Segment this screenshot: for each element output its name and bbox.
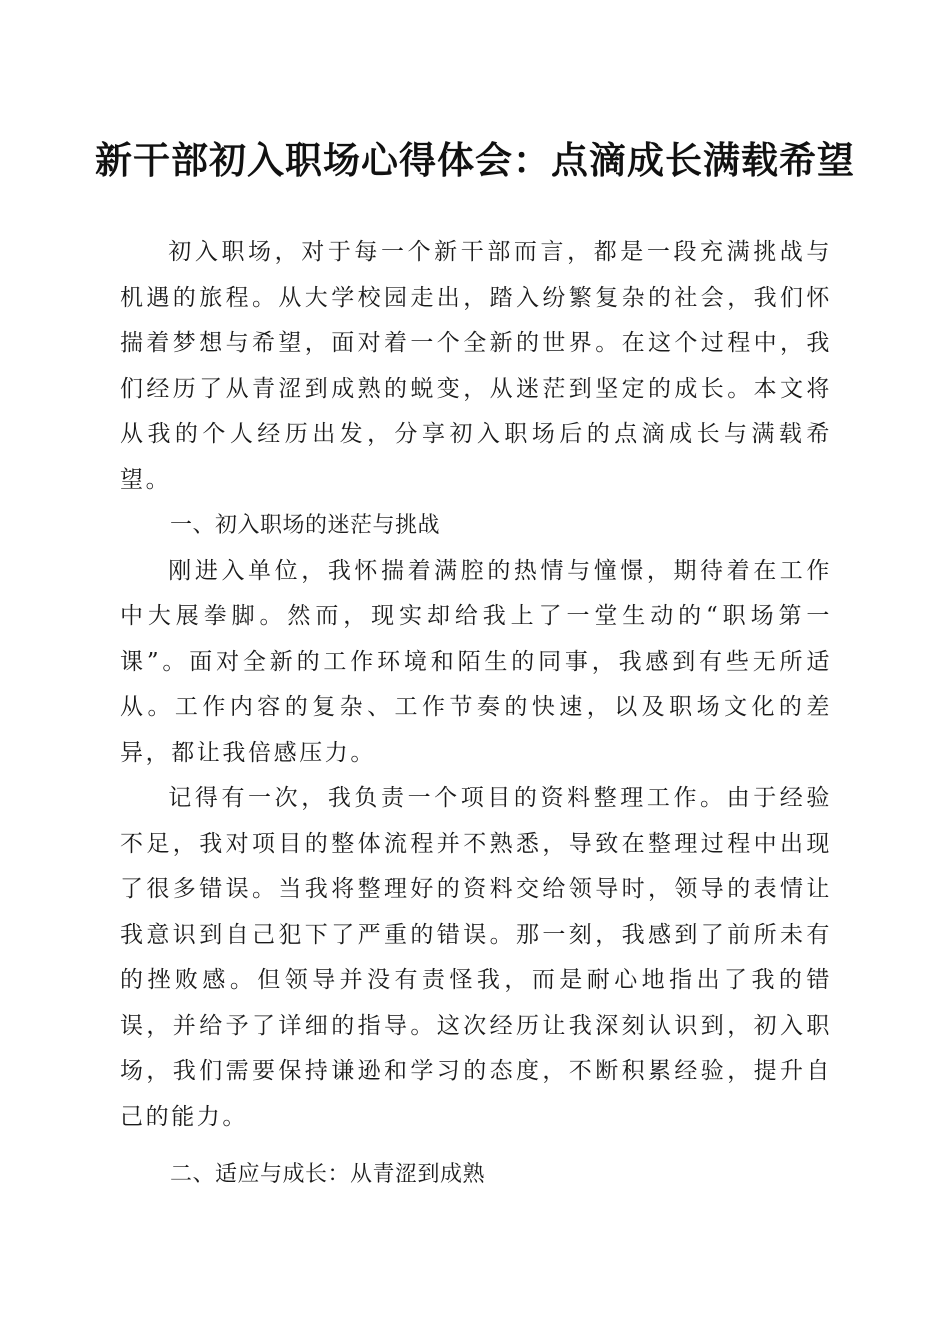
document-body	[120, 230, 832, 1198]
section-heading-2: 二、适应与成长：从青涩到成熟	[170, 1162, 486, 1187]
section1-paragraph-2: 记得有一次，我负责一个项目的资料整理工作。由于经验不足，我对项目的整体流程并不熟悉，导致在整理过程中出现了很多错误。当我将整理好的资料交给领导时，领导的表情让我意识到自己犯下了严重的错误。那一刻，我感到了前所未有的挫败感。但领导并没有责怪我，而是耐心地指出了我的错误，并给予了详细的指导。这次经历让我深刻认识到，初入职场，我们需要保持谦逊和学习的态度，不断积累经验，提升自己的能力。	[120, 785, 832, 1130]
intro-paragraph: 初入职场，对于每一个新干部而言，都是一段充满挑战与机遇的旅程。从大学校园走出，踏入纷繁复杂的社会，我们怀揣着梦想与希望，面对着一个全新的世界。在这个过程中，我们经历了从青涩到成熟的蜕变，从迷茫到坚定的成长。本文将从我的个人经历出发，分享初入职场后的点滴成长与满载希望。	[120, 239, 832, 493]
document-title: 新干部初入职场心得体会：点滴成长满载希望	[95, 138, 855, 182]
section1-paragraph-1: 刚进入单位，我怀揣着满腔的热情与憧憬，期待着在工作中大展拳脚。然而，现实却给我上了一堂生动的“职场第一课”。面对全新的工作环境和陌生的同事，我感到有些无所适从。工作内容的复杂、工作节奏的快速，以及职场文化的差异，都让我倍感压力。	[120, 557, 832, 766]
section-heading-1: 一、初入职场的迷茫与挑战	[170, 513, 441, 538]
